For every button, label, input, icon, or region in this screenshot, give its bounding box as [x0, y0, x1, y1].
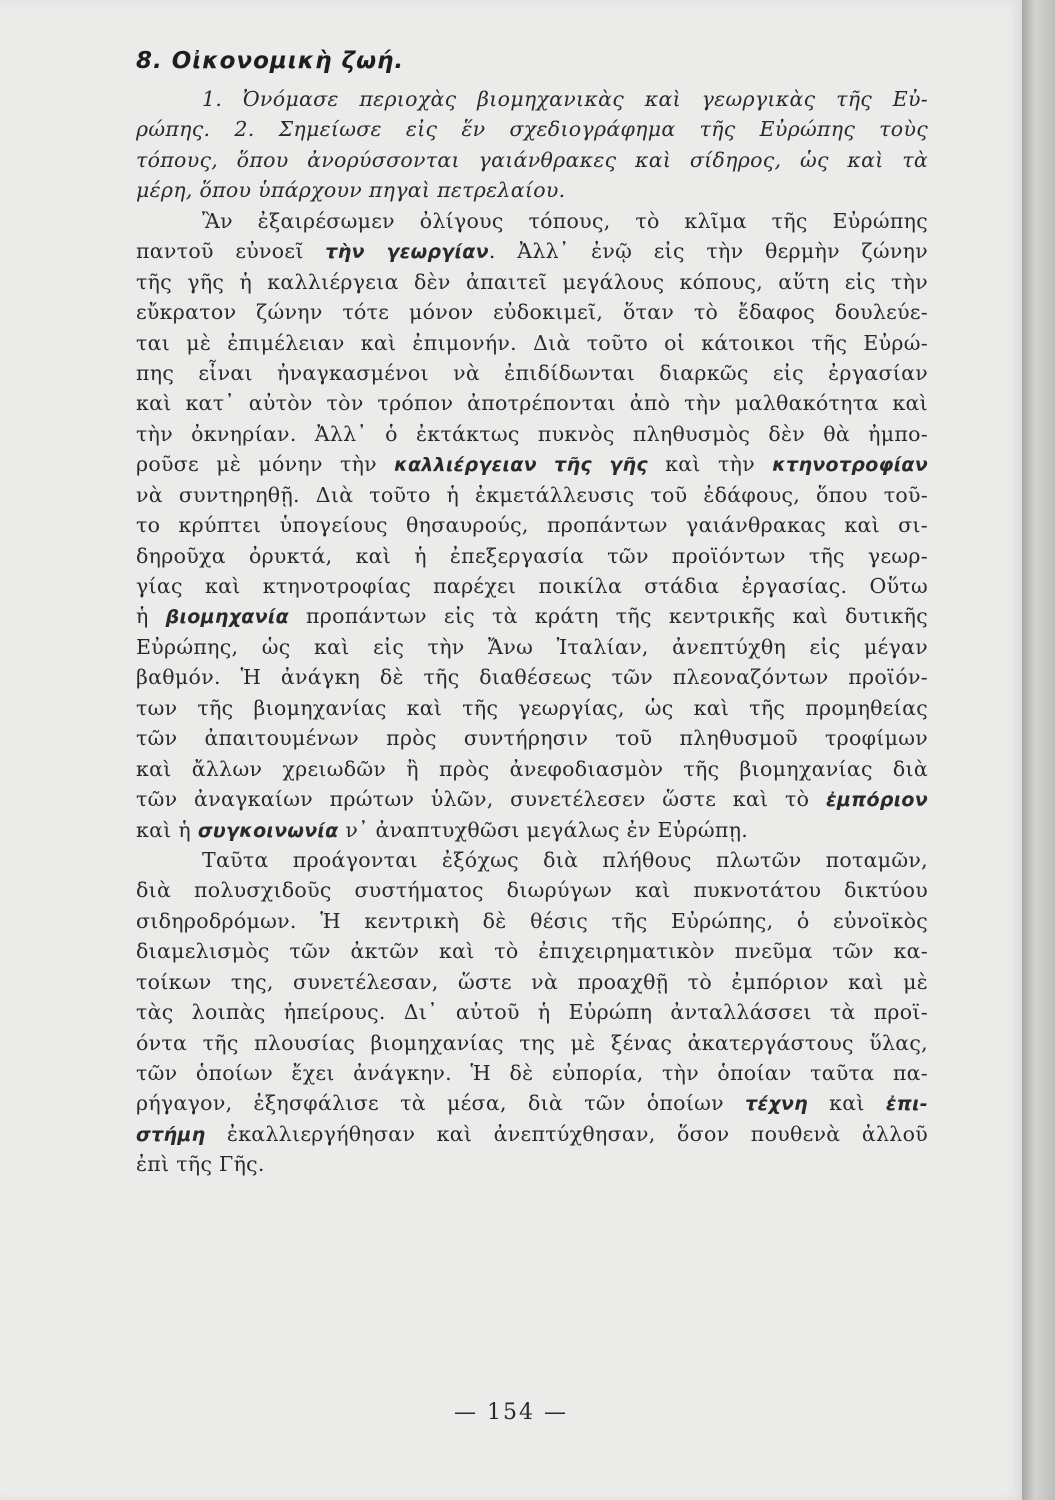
emphasis-term: ἐπι- — [885, 1093, 928, 1116]
text-run: ἡ — [136, 604, 166, 629]
text-line: σιδηροδρόμων. Ἡ κεντρικὴ δὲ θέσις τῆς Εὐρώπης, ὁ εὐνοϊκὸς — [136, 908, 928, 933]
text-line: το κρύπτει ὑπογείους θησαυρούς, προπάντων γαιάνθρακας καὶ σι- — [136, 513, 928, 538]
exercise-line: τόπους, ὅπου ἀνορύσσονται γαιάνθρακες καὶ σίδηρος, ὡς καὶ τὰ — [136, 147, 928, 172]
page-text — [136, 44, 928, 1180]
text-line: καὶ ἄλλων χρειωδῶν ἢ πρὸς ἀνεφοδιασμὸν τῆς βιομηχανίας διὰ — [136, 756, 928, 781]
section-heading: 8. Οἰκονομικὴ ζωή. — [136, 48, 405, 74]
text-run: καὶ ἡ — [136, 817, 198, 842]
text-line: όντα τῆς πλουσίας βιομηχανίας της μὲ ξένας ἀκατεργάστους ὕλας, — [136, 1030, 928, 1055]
emphasis-term: στήμη — [136, 1123, 206, 1146]
text-line: δηροῦχα ὀρυκτά, καὶ ἡ ἐπεξεργασία τῶν προϊόντων τῆς γεωρ- — [136, 543, 928, 568]
exercise-line: μέρη, ὅπου ὑπάρχουν πηγαὶ πετρελαίου. — [136, 178, 566, 203]
text-line: Ἂν ἐξαιρέσωμεν ὀλίγους τόπους, τὸ κλῖμα τῆς Εὐρώπης — [202, 208, 928, 233]
text-line: πης εἶναι ἠναγκασμένοι νὰ ἐπιδίδωνται διαρκῶς εἰς ἐργασίαν — [136, 360, 928, 385]
text-line: Εὐρώπης, ὡς καὶ εἰς τὴν Ἄνω Ἰταλίαν, ἀνεπτύχθη εἰς μέγαν — [136, 634, 928, 659]
exercises — [136, 84, 928, 206]
emphasis-term: καλλιέργειαν τῆς γῆς — [394, 454, 648, 477]
exercise-line: 1. Ὀνόμασε περιοχὰς βιομηχανικὰς καὶ γεωργικὰς τῆς Εὐ- — [202, 87, 928, 111]
paragraph-1 — [136, 206, 928, 845]
text-line: νὰ συντηρηθῇ. Διὰ τοῦτο ἡ ἐκμετάλλευσις τοῦ ἐδάφους, ὅπου τοῦ- — [136, 482, 928, 507]
text-line: εὔκρατον ζώνην τότε μόνον εὐδοκιμεῖ, ὅταν τὸ ἔδαφος δουλεύε- — [136, 300, 928, 325]
text-line: διὰ πολυσχιδοῦς συστήματος διωρύγων καὶ πυκνοτάτου δικτύου — [136, 878, 928, 903]
text-line: διαμελισμὸς τῶν ἀκτῶν καὶ τὸ ἐπιχειρηματικὸν πνεῦμα τῶν κα- — [136, 939, 928, 964]
text-line: των τῆς βιομηχανίας καὶ τῆς γεωργίας, ὡς καὶ τῆς προμηθείας — [136, 695, 928, 720]
text-line: γίας καὶ κτηνοτροφίας παρέχει ποικίλα στάδια ἐργασίας. Οὕτω — [136, 574, 928, 598]
emphasis-term: βιομηχανία — [165, 606, 289, 629]
page-number: — 154 — — [454, 1400, 568, 1425]
emphasis-term: ἐμπόριον — [825, 789, 928, 812]
text-run: ν᾽ ἀναπτυχθῶσι μεγάλως ἐν Εὐρώπῃ. — [338, 817, 749, 842]
text-line: τῆς γῆς ἡ καλλιέργεια δὲν ἀπαιτεῖ μεγάλους κόπους, αὕτη εἰς τὴν — [136, 269, 928, 294]
text-line: ἐπὶ τῆς Γῆς. — [136, 1152, 265, 1177]
text-line: τὰς λοιπὰς ἠπείρους. Δι᾽ αὐτοῦ ἡ Εὐρώπη ἀνταλλάσσει τὰ προϊ- — [136, 1000, 928, 1025]
text-run: προπάντων εἰς τὰ κράτη τῆς κεντρικῆς καὶ δυτικῆς — [288, 604, 929, 629]
text-line — [136, 449, 928, 479]
text-line: τοίκων της, συνετέλεσαν, ὥστε νὰ προαχθῇ τὸ ἐμπόριον καὶ μὲ — [136, 969, 928, 994]
text-run: . Ἀλλ᾽ ἐνῷ εἰς τὴν θερμὴν ζώνην — [488, 239, 928, 264]
book-gutter — [1022, 0, 1055, 1500]
text-run: ροῦσε μὲ μόνην τὴν — [136, 452, 395, 477]
text-line — [136, 815, 928, 845]
text-run: ἐκαλλιεργήθησαν καὶ ἀνεπτύχθησαν, ὅσον πουθενὰ ἀλλοῦ — [205, 1121, 928, 1146]
text-line: τῶν ἀπαιτουμένων πρὸς συντήρησιν τοῦ πληθυσμοῦ τροφίμων — [136, 726, 928, 751]
emphasis-term: συγκοινωνία — [197, 819, 339, 842]
text-line — [136, 1088, 928, 1118]
text-line — [136, 1119, 928, 1149]
emphasis-term: τὴν γεωργίαν — [325, 241, 489, 264]
text-line — [136, 601, 928, 631]
text-run: ρήγαγον, ἐξησφάλισε τὰ μέσα, διὰ τῶν ὁποίων — [136, 1091, 746, 1116]
text-line: τῶν ὁποίων ἔχει ἀνάγκην. Ἡ δὲ εὐπορία, τὴν ὁποίαν ταῦτα πα- — [136, 1061, 928, 1085]
text-run: τῶν ἀναγκαίων πρώτων ὑλῶν, συνετέλεσεν ὥστε καὶ τὸ — [136, 787, 826, 812]
text-line: ται μὲ ἐπιμέλειαν καὶ ἐπιμονήν. Διὰ τοῦτο οἱ κάτοικοι τῆς Εὐρώ- — [136, 330, 928, 355]
emphasis-term: κτηνοτροφίαν — [772, 454, 929, 477]
text-run: καὶ — [808, 1091, 886, 1116]
exercise-line: ρώπης. 2. Σημείωσε εἰς ἕν σχεδιογράφημα τῆς Εὐρώπης τοὺς — [136, 117, 928, 142]
text-run: καὶ τὴν — [647, 452, 773, 477]
text-line — [136, 236, 928, 266]
text-run: παντοῦ εὐνοεῖ — [136, 239, 326, 264]
text-line: καὶ κατ᾽ αὐτὸν τὸν τρόπον ἀποτρέπονται ἀπὸ τὴν μαλθακότητα καὶ — [136, 391, 928, 416]
emphasis-term: τέχνη — [745, 1093, 809, 1116]
text-line: τὴν ὀκνηρίαν. Ἀλλ᾽ ὁ ἐκτάκτως πυκνὸς πληθυσμὸς δὲν θὰ ἠμπο- — [136, 421, 928, 446]
text-line: βαθμόν. Ἡ ἀνάγκη δὲ τῆς διαθέσεως τῶν πλεοναζόντων προϊόν- — [136, 665, 928, 690]
text-line: Ταῦτα προάγονται ἐξόχως διὰ πλήθους πλωτῶν ποταμῶν, — [202, 847, 928, 872]
text-line — [136, 784, 928, 814]
paragraph-2 — [136, 845, 928, 1180]
